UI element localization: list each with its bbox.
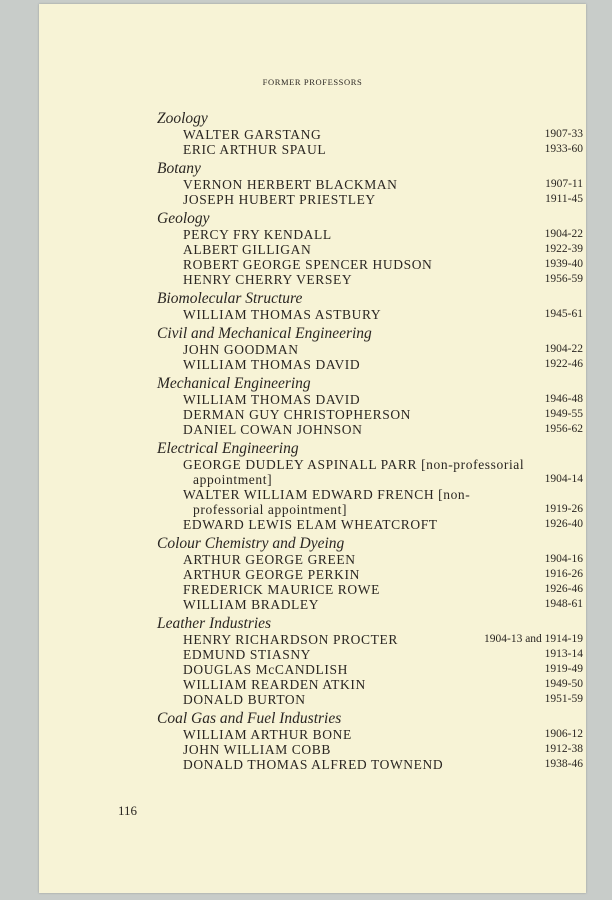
professor-name: HENRY RICHARDSON PROCTER: [183, 632, 398, 647]
professor-name: DERMAN GUY CHRISTOPHERSON: [183, 407, 412, 422]
tenure-years: 1904-14: [544, 473, 583, 485]
professor-name: DONALD THOMAS ALFRED TOWNEND: [183, 757, 444, 772]
professor-entry: [157, 177, 583, 192]
tenure-years: 1945-61: [544, 308, 583, 320]
professor-name: EDMUND STIASNY: [183, 647, 312, 662]
professor-name: DOUGLAS McCANDLISH: [183, 662, 348, 677]
tenure-years: 1926-46: [544, 583, 583, 595]
tenure-years: 1904-16: [544, 553, 583, 565]
department-title: Civil and Mechanical Engineering: [157, 325, 372, 342]
professor-name: WILLIAM REARDEN ATKIN: [183, 677, 366, 692]
professor-name: WILLIAM THOMAS ASTBURY: [183, 307, 382, 322]
tenure-years: 1907-33: [544, 128, 583, 140]
professor-name-continuation: appointment]: [193, 472, 273, 487]
tenure-years: 1904-13 and 1914-19: [483, 633, 583, 645]
running-head: FORMER PROFESSORS: [262, 77, 363, 87]
professor-name: WALTER WILLIAM EDWARD FRENCH [non-: [183, 487, 471, 502]
tenure-years: 1949-55: [544, 408, 583, 420]
professor-name: JOHN WILLIAM COBB: [183, 742, 331, 757]
professor-entry: [157, 647, 583, 662]
tenure-years: 1922-46: [544, 358, 583, 370]
tenure-years: 1912-38: [544, 743, 583, 755]
professor-name: WILLIAM THOMAS DAVID: [183, 357, 361, 372]
department-section: [157, 325, 583, 372]
professor-entry: [157, 357, 583, 372]
professor-name: PERCY FRY KENDALL: [183, 227, 332, 242]
tenure-years: 1904-22: [544, 343, 583, 355]
department-title: Zoology: [157, 110, 208, 127]
professor-entry: [157, 142, 583, 157]
department-title: Coal Gas and Fuel Industries: [157, 710, 342, 727]
professor-name: WILLIAM BRADLEY: [183, 597, 320, 612]
professor-entry: [157, 552, 583, 567]
professor-entry: [157, 582, 583, 597]
professor-entry: [157, 422, 583, 437]
tenure-years: 1938-46: [544, 758, 583, 770]
professor-entry: [157, 257, 583, 272]
department-section: [157, 375, 583, 437]
tenure-years: 1946-48: [544, 393, 583, 405]
department-section: [157, 615, 583, 707]
professor-name: HENRY CHERRY VERSEY: [183, 272, 353, 287]
department-title: Biomolecular Structure: [157, 290, 303, 307]
tenure-years: 1951-59: [544, 693, 583, 705]
professor-name: DONALD BURTON: [183, 692, 306, 707]
professor-entry: [157, 692, 583, 707]
tenure-years: 1913-14: [544, 648, 583, 660]
department-section: [157, 290, 583, 322]
professor-name: GEORGE DUDLEY ASPINALL PARR [non-professorial: [183, 457, 525, 472]
professor-entry: [157, 727, 583, 742]
book-page: [39, 4, 586, 893]
professor-entry: [157, 677, 583, 692]
professor-name: WILLIAM THOMAS DAVID: [183, 392, 361, 407]
professor-entry: [157, 742, 583, 757]
tenure-years: 1916-26: [544, 568, 583, 580]
professor-name-continuation: professorial appointment]: [193, 502, 348, 517]
professor-entry: [157, 272, 583, 287]
tenure-years: 1907-11: [545, 178, 583, 190]
professor-entry: [157, 517, 583, 532]
department-title: Leather Industries: [157, 615, 272, 632]
page-number: 116: [118, 803, 138, 818]
department-section: [157, 535, 583, 612]
tenure-years: 1956-62: [544, 423, 583, 435]
professor-list: [157, 110, 583, 775]
professor-name: WILLIAM ARTHUR BONE: [183, 727, 352, 742]
professor-name: VERNON HERBERT BLACKMAN: [183, 177, 398, 192]
professor-name: WALTER GARSTANG: [183, 127, 322, 142]
professor-name: ARTHUR GEORGE PERKIN: [183, 567, 360, 582]
tenure-years: 1904-22: [544, 228, 583, 240]
professor-name: EDWARD LEWIS ELAM WHEATCROFT: [183, 517, 438, 532]
professor-name: FREDERICK MAURICE ROWE: [183, 582, 380, 597]
department-title: Mechanical Engineering: [157, 375, 311, 392]
professor-entry: [157, 192, 583, 207]
tenure-years: 1933-60: [544, 143, 583, 155]
tenure-years: 1922-39: [544, 243, 583, 255]
tenure-years: 1906-12: [544, 728, 583, 740]
professor-entry: [157, 227, 583, 242]
professor-entry: [157, 757, 583, 772]
professor-entry: [157, 567, 583, 582]
professor-name: JOHN GOODMAN: [183, 342, 299, 357]
professor-entry: [157, 597, 583, 612]
professor-entry: [157, 487, 583, 517]
professor-entry: [157, 307, 583, 322]
professor-entry: [157, 662, 583, 677]
tenure-years: 1949-50: [544, 678, 583, 690]
department-title: Colour Chemistry and Dyeing: [157, 535, 345, 552]
professor-entry: [157, 632, 583, 647]
department-section: [157, 110, 583, 157]
tenure-years: 1926-40: [544, 518, 583, 530]
professor-name: ROBERT GEORGE SPENCER HUDSON: [183, 257, 433, 272]
department-section: [157, 210, 583, 287]
professor-entry: [157, 457, 583, 487]
department-section: [157, 160, 583, 207]
professor-name: ALBERT GILLIGAN: [183, 242, 312, 257]
professor-name: DANIEL COWAN JOHNSON: [183, 422, 363, 437]
tenure-years: 1948-61: [544, 598, 583, 610]
department-title: Geology: [157, 210, 210, 227]
department-section: [157, 440, 583, 532]
tenure-years: 1911-45: [545, 193, 583, 205]
professor-entry: [157, 342, 583, 357]
professor-name: ERIC ARTHUR SPAUL: [183, 142, 327, 157]
professor-entry: [157, 242, 583, 257]
professor-entry: [157, 127, 583, 142]
tenure-years: 1919-49: [544, 663, 583, 675]
professor-name: JOSEPH HUBERT PRIESTLEY: [183, 192, 376, 207]
tenure-years: 1919-26: [544, 503, 583, 515]
department-section: [157, 710, 583, 772]
tenure-years: 1956-59: [544, 273, 583, 285]
department-title: Electrical Engineering: [157, 440, 299, 457]
professor-entry: [157, 392, 583, 407]
department-title: Botany: [157, 160, 201, 177]
professor-name: ARTHUR GEORGE GREEN: [183, 552, 356, 567]
professor-entry: [157, 407, 583, 422]
tenure-years: 1939-40: [544, 258, 583, 270]
